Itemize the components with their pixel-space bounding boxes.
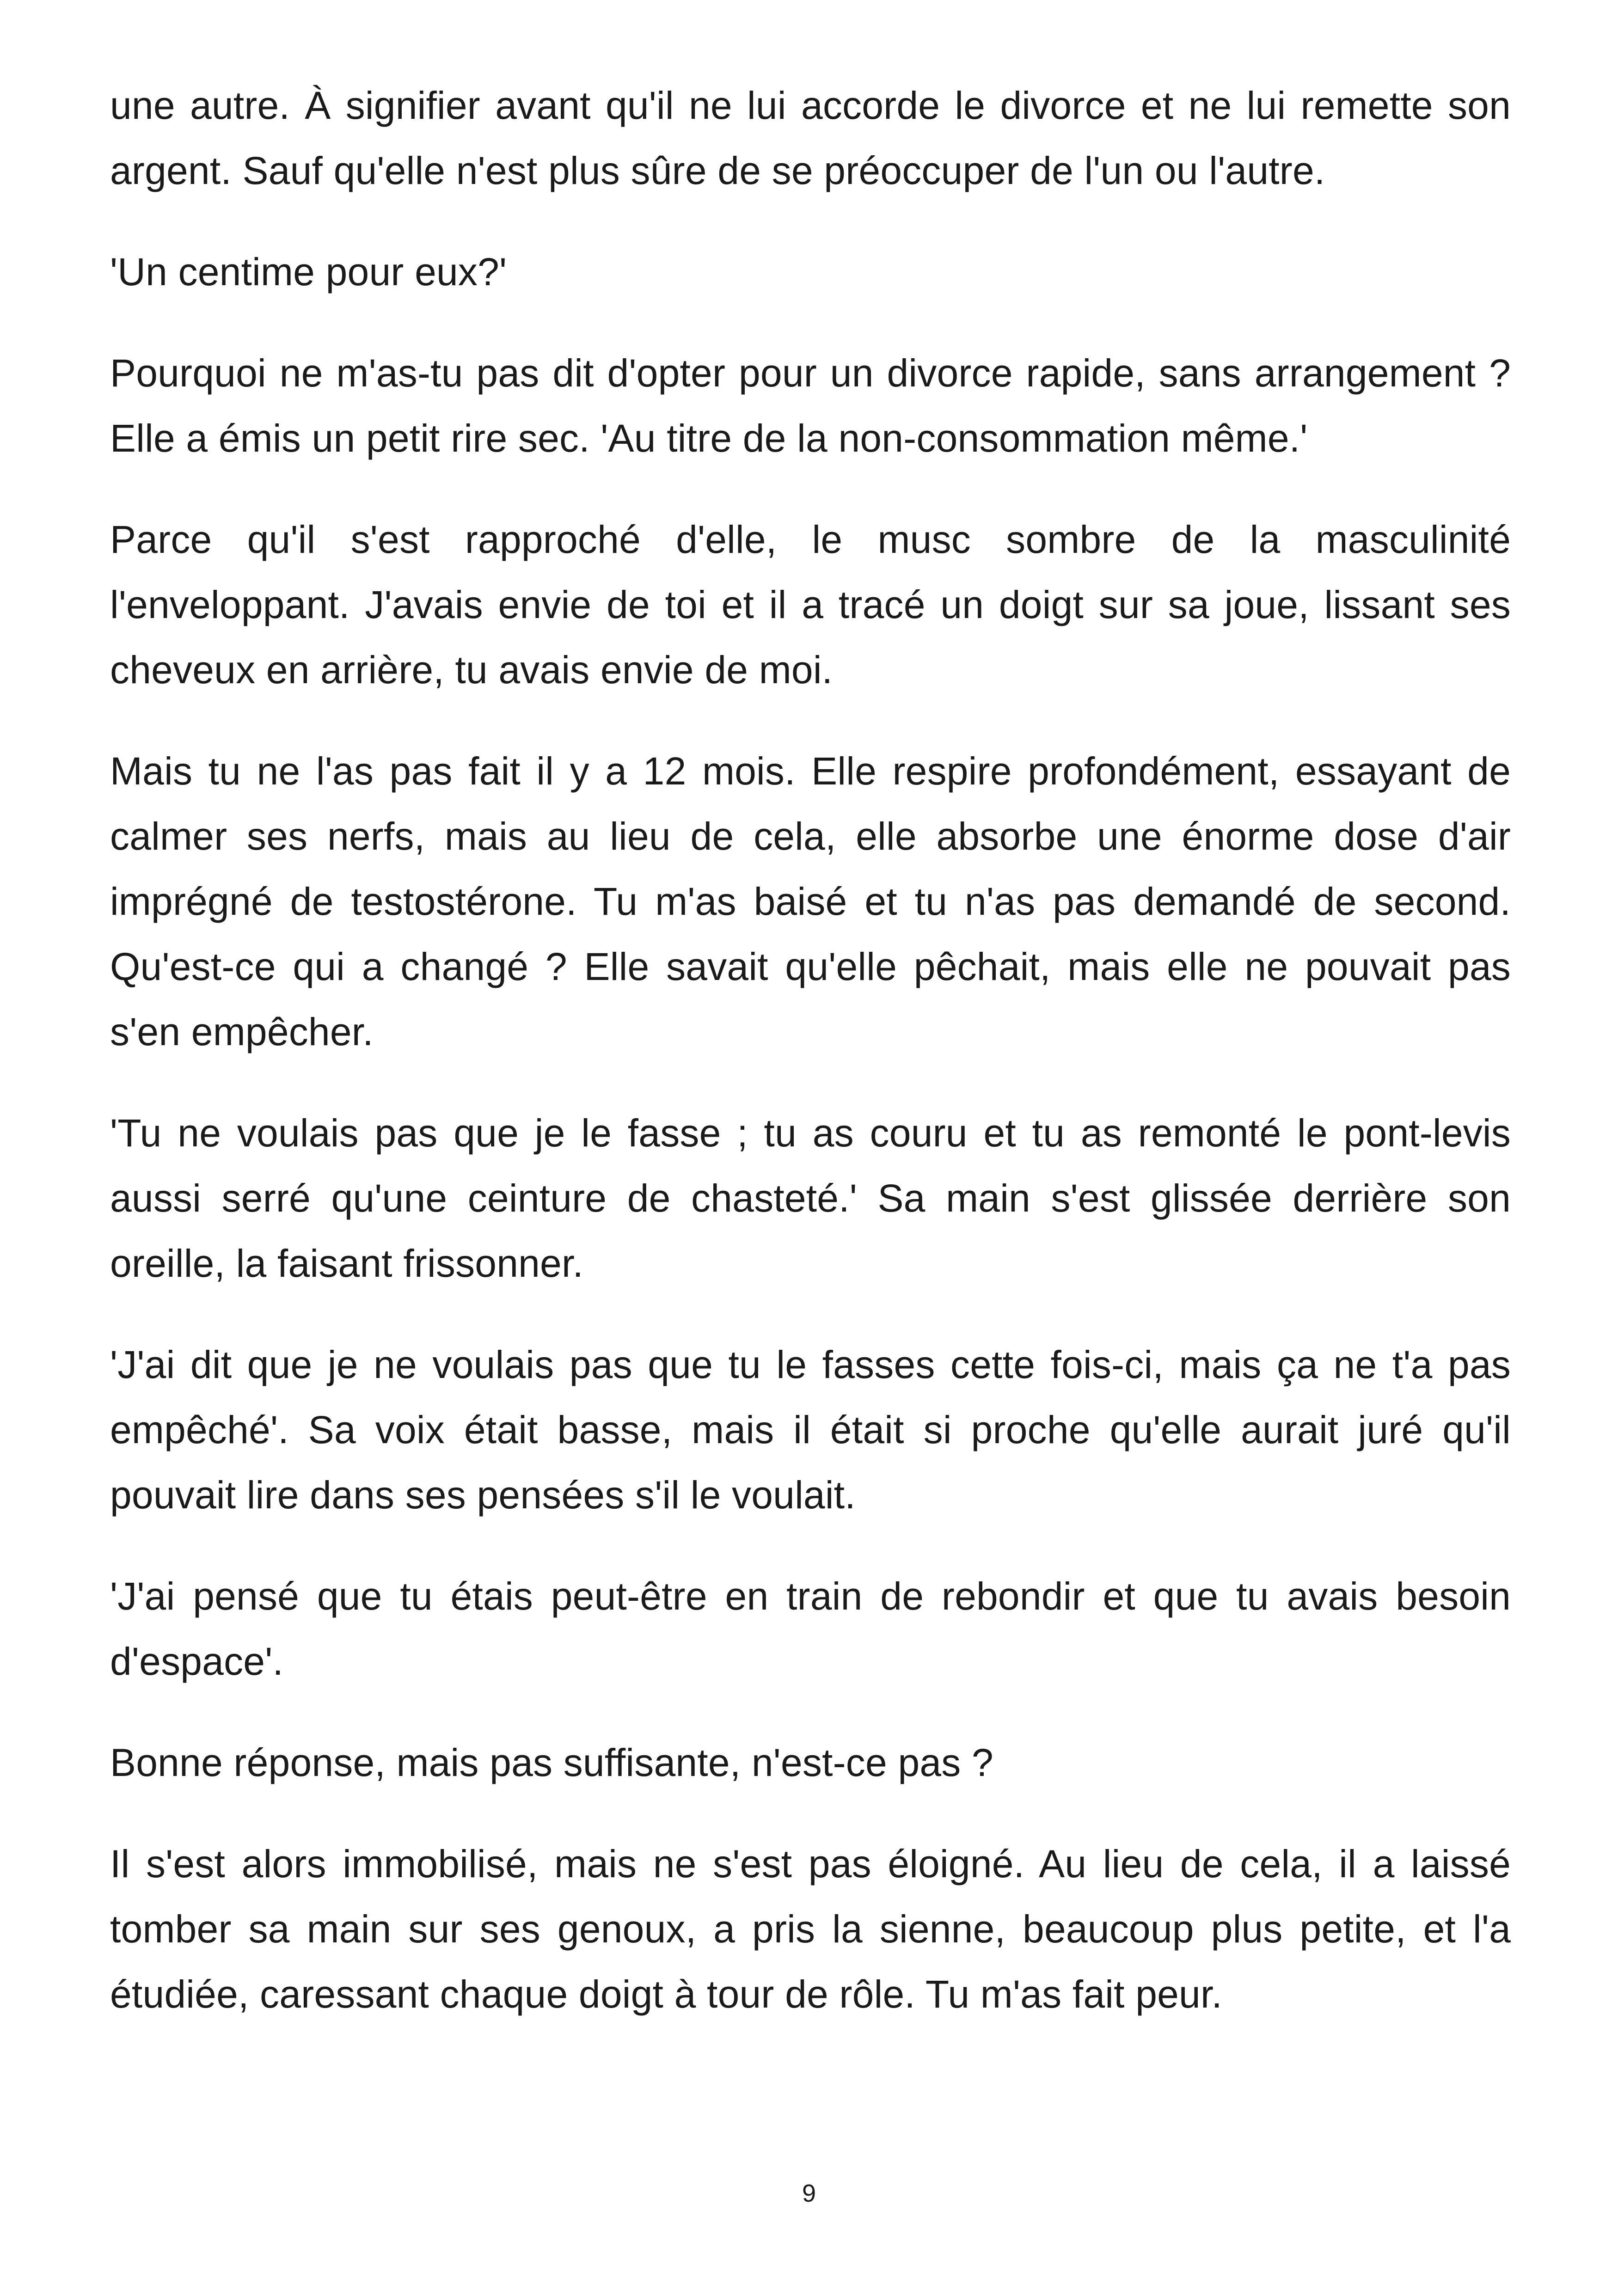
paragraph-1: une autre. À signifier avant qu'il ne lui accorde le divorce et ne lui remette son argent. Sauf qu'elle n'est plus sûre de se préoccuper de l'un ou l'autre. [110, 84, 1511, 192]
paragraph-6: 'Tu ne voulais pas que je le fasse ; tu as couru et tu as remonté le pont-levis aussi serré qu'une ceinture de chasteté.' Sa main s'est glissée derrière son oreille, la faisant frissonner. [110, 1111, 1511, 1285]
paragraph-4: Parce qu'il s'est rapproché d'elle, le musc sombre de la masculinité l'enveloppant. J'avais envie de toi et il a tracé un doigt sur sa joue, lissant ses cheveux en arrière, tu avais envie de moi. [110, 518, 1511, 692]
paragraph-10: Il s'est alors immobilisé, mais ne s'est pas éloigné. Au lieu de cela, il a laissé tomber sa main sur ses genoux, a pris la sienne, beaucoup plus petite, et l'a étudiée, caressant chaque doigt à tour de rôle. Tu m'as fait peur. [110, 1842, 1511, 2016]
paragraph-3: Pourquoi ne m'as-tu pas dit d'opter pour un divorce rapide, sans arrangement ? Elle a émis un petit rire sec. 'Au titre de la non-consommation même.' [110, 351, 1511, 460]
page-number: 9 [802, 2180, 816, 2207]
paragraph-7: 'J'ai dit que je ne voulais pas que tu le fasses cette fois-ci, mais ça ne t'a pas empêché'. Sa voix était basse, mais il était si proche qu'elle aurait juré qu'il pouvait lire dans ses pensées s'il le voulait. [110, 1343, 1511, 1517]
paragraph-8: 'J'ai pensé que tu étais peut-être en train de rebondir et que tu avais besoin d'espace'. [110, 1574, 1511, 1683]
paragraph-2: 'Un centime pour eux?' [110, 250, 507, 294]
body-text [110, 73, 1511, 2063]
paragraph-5: Mais tu ne l'as pas fait il y a 12 mois. Elle respire profondément, essayant de calmer ses nerfs, mais au lieu de cela, elle absorbe une énorme dose d'air imprégné de testostérone. Tu m'as baisé et tu n'as pas demandé de second. Qu'est-ce qui a changé ? Elle savait qu'elle pêchait, mais elle ne pouvait pas s'en empêcher. [110, 749, 1511, 1053]
paragraph-9: Bonne réponse, mais pas suffisante, n'est-ce pas ? [110, 1741, 993, 1784]
